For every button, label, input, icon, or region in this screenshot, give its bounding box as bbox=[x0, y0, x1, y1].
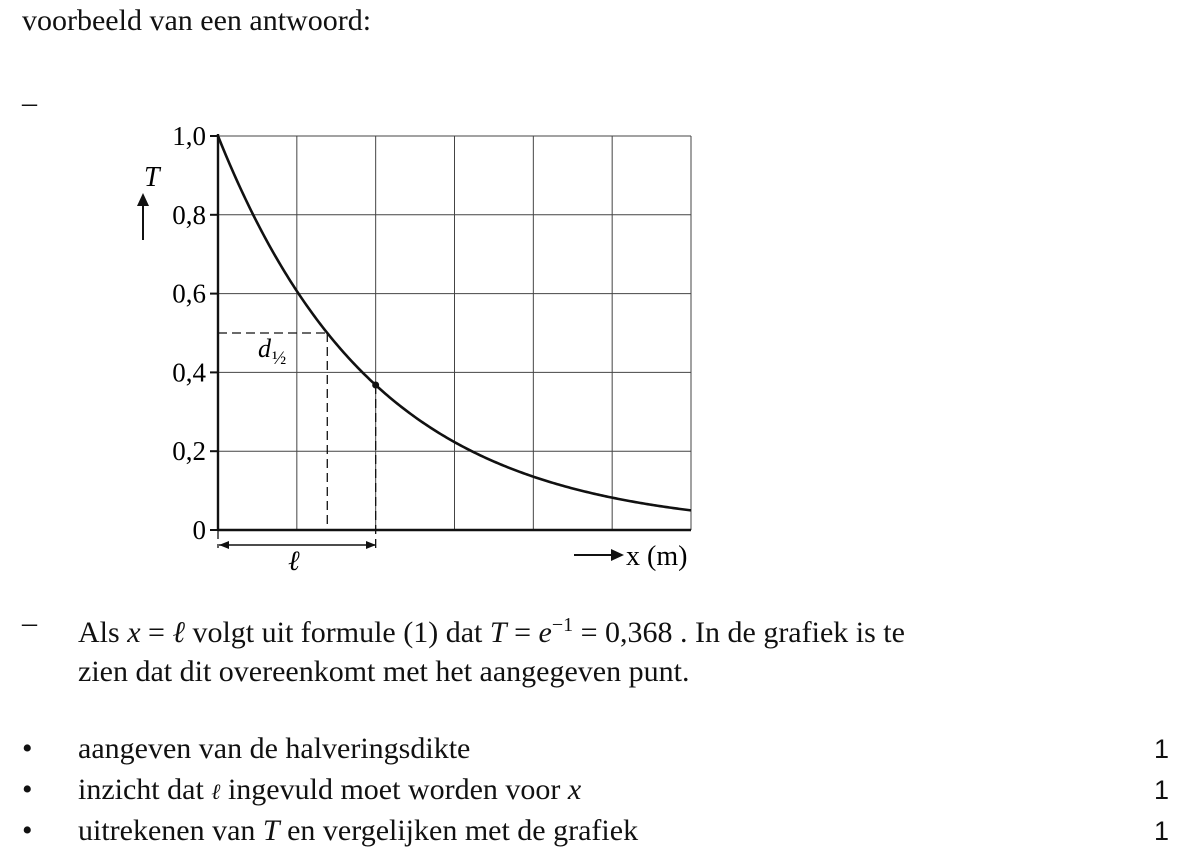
explanation-line-1 bbox=[78, 603, 905, 655]
intro-text: voorbeeld van een antwoord: bbox=[22, 4, 372, 37]
expl-e: e bbox=[538, 616, 552, 649]
criterion-score: 1 bbox=[1154, 775, 1170, 805]
y-tick-label: 0 bbox=[192, 515, 206, 545]
expl-eq-1: = bbox=[148, 616, 173, 649]
plot-axes bbox=[210, 134, 691, 530]
length-label: ℓ bbox=[288, 546, 300, 577]
criterion-text: inzicht dat ℓ ingevuld moet worden voor x bbox=[78, 773, 582, 806]
y-tick-label: 0,8 bbox=[172, 199, 206, 230]
x-axis-arrow-icon bbox=[574, 549, 624, 561]
y-axis-arrow-icon bbox=[137, 193, 149, 240]
expl-text-1: Als bbox=[78, 616, 128, 649]
bullet-icon: • bbox=[22, 773, 33, 806]
criterion-row-1 bbox=[0, 732, 1180, 772]
y-axis-label: T bbox=[144, 162, 160, 193]
expl-text-3: = 0,368 . In de grafiek is te bbox=[580, 616, 905, 649]
y-tick-labels bbox=[172, 121, 206, 545]
x-axis-label: x (m) bbox=[626, 541, 688, 572]
criterion-text: aangeven van de halveringsdikte bbox=[78, 732, 471, 765]
criterion-score: 1 bbox=[1154, 734, 1170, 764]
criterion-text: uitrekenen van T en vergelijken met de grafiek bbox=[78, 814, 639, 847]
y-tick-label: 0,6 bbox=[172, 278, 206, 309]
answer-dash-1: – bbox=[22, 86, 37, 119]
marked-point bbox=[372, 382, 379, 389]
half-value-subscript: ½ bbox=[272, 348, 287, 369]
expl-exponent: −1 bbox=[551, 614, 574, 636]
expl-eq-2: = bbox=[514, 616, 539, 649]
criterion-score: 1 bbox=[1154, 816, 1170, 846]
bullet-icon: • bbox=[22, 814, 33, 847]
expl-text-2: volgt uit formule (1) dat bbox=[192, 616, 490, 649]
criterion-row-3 bbox=[0, 814, 1180, 854]
y-tick-label: 0,2 bbox=[172, 436, 206, 467]
half-value-label bbox=[258, 334, 286, 369]
y-tick-label: 1,0 bbox=[172, 121, 206, 151]
answer-dash-2: – bbox=[22, 606, 37, 639]
half-value-symbol: d bbox=[258, 334, 271, 363]
bullet-icon: • bbox=[22, 732, 33, 765]
criterion-row-2 bbox=[0, 773, 1180, 813]
explanation-line-2: zien dat dit overeenkomt met het aangegeven punt. bbox=[78, 655, 690, 688]
expl-T: T bbox=[489, 616, 507, 649]
expl-ell: ℓ bbox=[172, 616, 185, 649]
y-tick-label: 0,4 bbox=[172, 357, 206, 388]
expl-x: x bbox=[127, 616, 141, 649]
